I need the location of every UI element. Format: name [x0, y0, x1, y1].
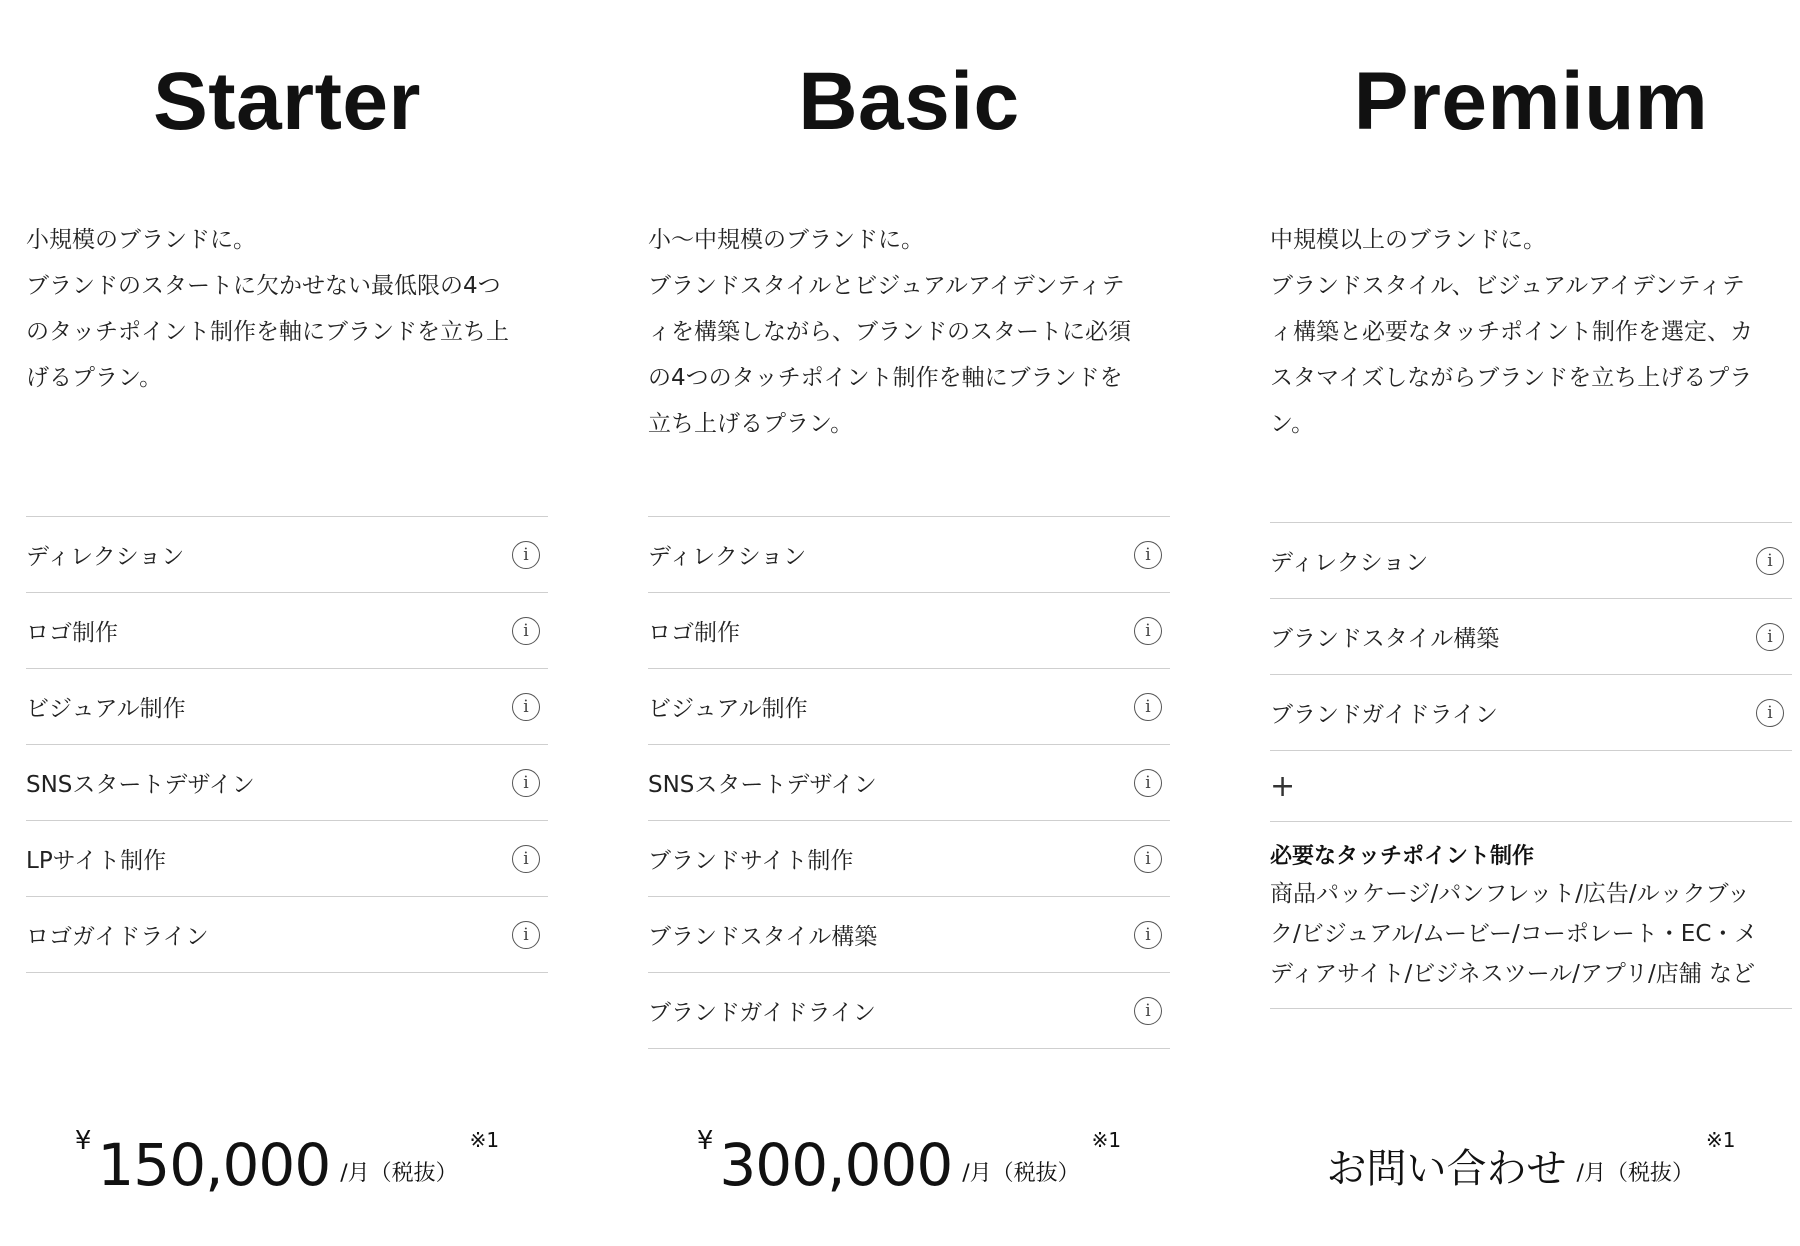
feature-label: ビジュアル制作: [26, 696, 186, 722]
touchpoint-line: ディアサイト/ビジネスツール/アプリ/店舗 など: [1270, 961, 1756, 987]
feature-list: [26, 516, 548, 973]
description-line: 小規模のブランドに。: [26, 227, 256, 253]
info-icon[interactable]: i: [1756, 623, 1784, 651]
feature-list: [1270, 522, 1792, 1009]
feature-item-sns: [26, 745, 548, 821]
price-amount: 150,000: [97, 1131, 331, 1199]
plan-title: Starter: [153, 56, 421, 147]
feature-item-brand-guideline: [648, 973, 1170, 1049]
feature-item-direction: [26, 517, 548, 593]
feature-item-visual: [648, 669, 1170, 745]
info-icon[interactable]: i: [1134, 541, 1162, 569]
currency-symbol: ¥: [696, 1126, 714, 1156]
feature-item-visual: [26, 669, 548, 745]
info-icon[interactable]: i: [512, 617, 540, 645]
feature-label: ビジュアル制作: [648, 696, 808, 722]
feature-item-logo: [26, 593, 548, 669]
description-line: ン。: [1270, 411, 1315, 437]
plan-title: Basic: [798, 56, 1020, 147]
feature-label: LPサイト制作: [26, 848, 167, 874]
feature-item-brand-style: [1270, 599, 1792, 675]
info-icon[interactable]: i: [512, 921, 540, 949]
feature-item-brand-style: [648, 897, 1170, 973]
plan-description: [1270, 217, 1792, 447]
feature-item-brand-guideline: [1270, 675, 1792, 751]
info-icon[interactable]: i: [1134, 769, 1162, 797]
touchpoint-line: 商品パッケージ/パンフレット/広告/ルックブッ: [1270, 881, 1751, 907]
plus-icon: +: [1270, 751, 1792, 822]
price-footnote: ※1: [469, 1128, 500, 1152]
info-icon[interactable]: i: [1756, 547, 1784, 575]
description-line: ィを構築しながら、ブランドのスタートに必須: [648, 319, 1131, 345]
feature-list: [648, 516, 1170, 1049]
plan-price: [1270, 1118, 1792, 1198]
description-line: ブランドスタイルとビジュアルアイデンティテ: [648, 273, 1125, 299]
info-icon[interactable]: i: [512, 769, 540, 797]
feature-label: ロゴ制作: [26, 620, 118, 646]
description-line: スタマイズしながらブランドを立ち上げるプラ: [1270, 365, 1753, 391]
feature-item-lp-site: [26, 821, 548, 897]
feature-label: ブランドガイドライン: [1270, 702, 1498, 728]
description-line: 小〜中規模のブランドに。: [648, 227, 924, 253]
info-icon[interactable]: i: [1134, 997, 1162, 1025]
plan-premium: [1270, 0, 1792, 1246]
info-icon[interactable]: i: [1134, 921, 1162, 949]
info-icon[interactable]: i: [512, 693, 540, 721]
plan-description: [26, 217, 548, 401]
description-line: 中規模以上のブランドに。: [1270, 227, 1546, 253]
description-line: の4つのタッチポイント制作を軸にブランドを: [648, 365, 1123, 391]
feature-item-direction: [1270, 523, 1792, 599]
feature-label: ブランドスタイル構築: [648, 924, 878, 950]
touchpoint-heading: 必要なタッチポイント制作: [1270, 844, 1535, 869]
price-footnote: ※1: [1091, 1128, 1122, 1152]
plan-price: [648, 1118, 1170, 1198]
plan-description: [648, 217, 1170, 447]
feature-item-logo: [648, 593, 1170, 669]
feature-label: ディレクション: [648, 544, 807, 570]
feature-label: ブランドサイト制作: [648, 848, 854, 874]
plan-basic: [648, 0, 1170, 1246]
plan-starter: [26, 0, 548, 1246]
feature-item-brand-site: [648, 821, 1170, 897]
feature-item-direction: [648, 517, 1170, 593]
info-icon[interactable]: i: [1134, 617, 1162, 645]
touchpoint-options: [1270, 822, 1792, 1009]
info-icon[interactable]: i: [512, 541, 540, 569]
plan-price: [26, 1118, 548, 1198]
description-line: ィ構築と必要なタッチポイント制作を選定、カ: [1270, 319, 1753, 345]
feature-label: ロゴガイドライン: [26, 924, 209, 950]
price-amount: 300,000: [719, 1131, 953, 1199]
info-icon[interactable]: i: [1134, 693, 1162, 721]
description-line: のタッチポイント制作を軸にブランドを立ち上: [26, 319, 509, 345]
feature-label: ブランドスタイル構築: [1270, 626, 1500, 652]
description-line: げるプラン。: [26, 365, 163, 391]
info-icon[interactable]: i: [1756, 699, 1784, 727]
description-line: ブランドのスタートに欠かせない最低限の4つ: [26, 273, 501, 299]
plan-title: Premium: [1353, 56, 1709, 147]
description-line: ブランドスタイル、ビジュアルアイデンティテ: [1270, 273, 1745, 299]
price-period: /月（税抜）: [962, 1161, 1080, 1186]
feature-label: ディレクション: [26, 544, 185, 570]
feature-label: ディレクション: [1270, 550, 1429, 576]
feature-label: ブランドガイドライン: [648, 1000, 876, 1026]
info-icon[interactable]: i: [1134, 845, 1162, 873]
feature-item-logo-guideline: [26, 897, 548, 973]
description-line: 立ち上げるプラン。: [648, 411, 854, 437]
feature-item-sns: [648, 745, 1170, 821]
price-period: /月（税抜）: [340, 1161, 458, 1186]
info-icon[interactable]: i: [512, 845, 540, 873]
touchpoint-line: ク/ビジュアル/ムービー/コーポレート・EC・メ: [1270, 921, 1758, 947]
price-footnote: ※1: [1705, 1128, 1736, 1152]
price-period: /月（税抜）: [1576, 1161, 1694, 1186]
price-contact: お問い合わせ: [1326, 1146, 1567, 1192]
touchpoint-list: [1270, 874, 1792, 994]
feature-label: ロゴ制作: [648, 620, 740, 646]
currency-symbol: ¥: [74, 1126, 92, 1156]
feature-label: SNSスタートデザイン: [648, 772, 877, 798]
feature-label: SNSスタートデザイン: [26, 772, 255, 798]
